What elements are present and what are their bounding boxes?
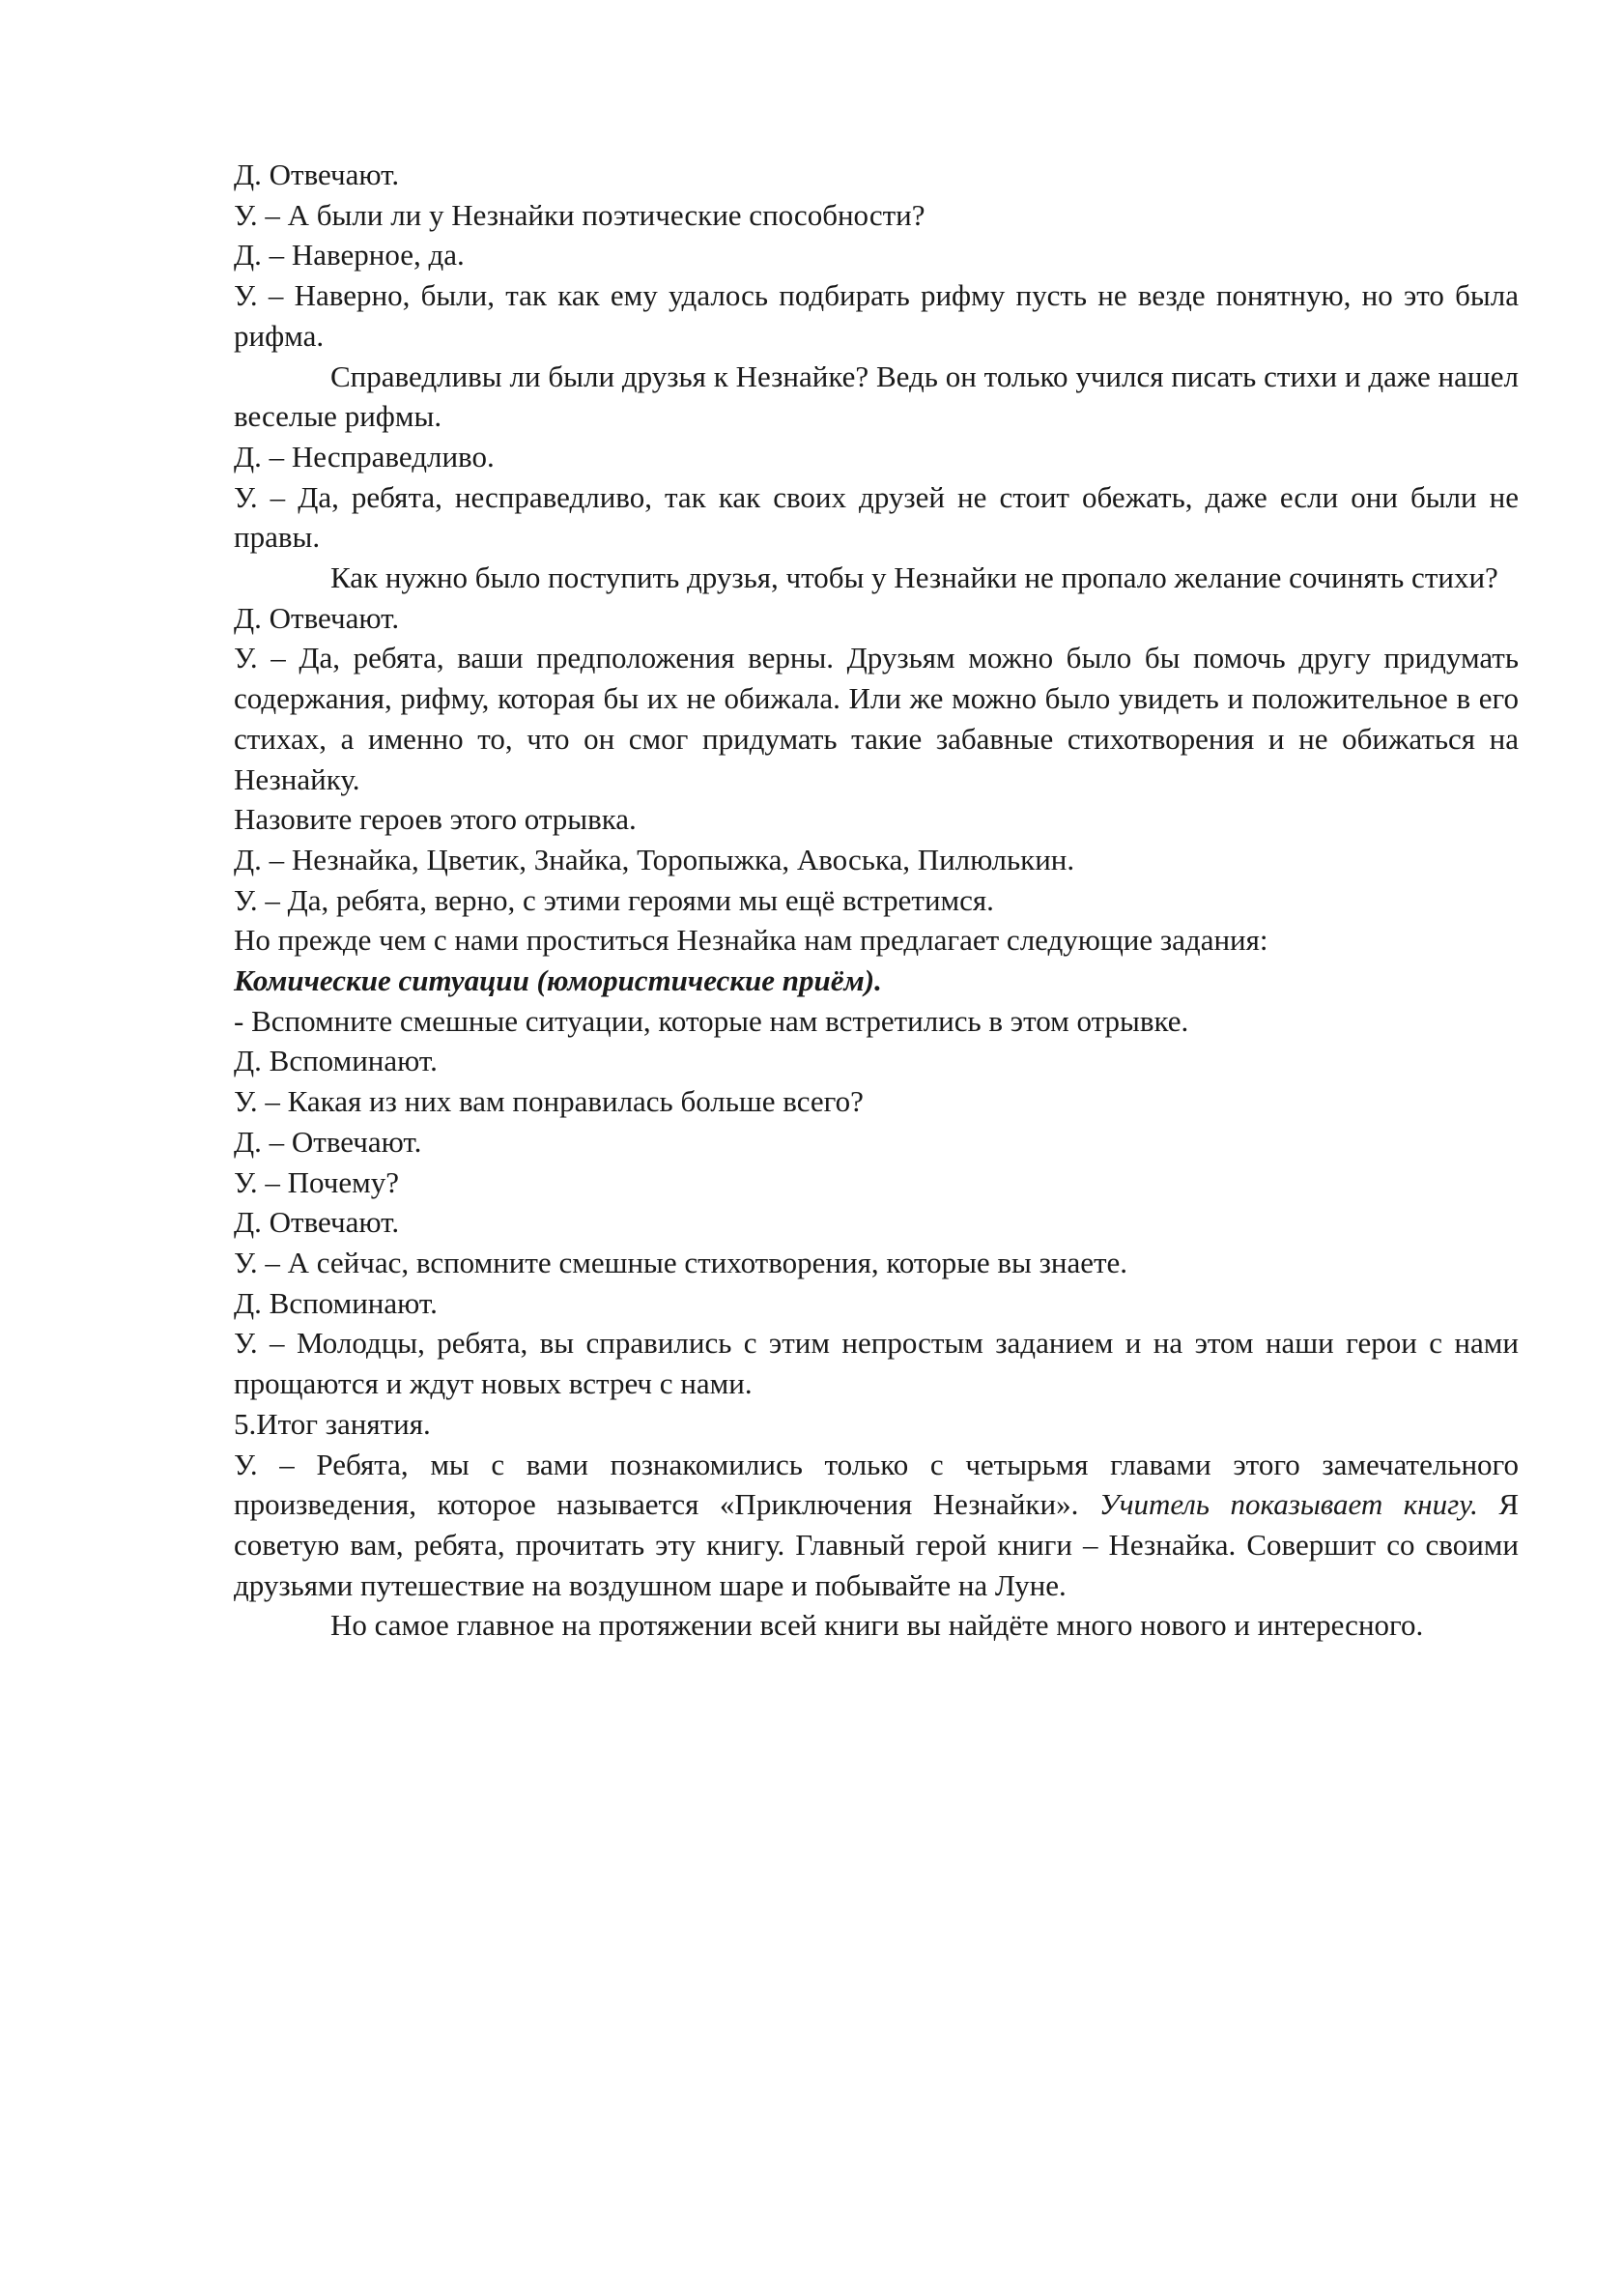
paragraph: Д. Вспоминают. xyxy=(234,1285,438,1320)
document-body xyxy=(234,155,1519,1646)
paragraph: У. – Наверно, были, так как ему удалось подбирать рифму пусть не везде понятную, но это была рифма. xyxy=(234,278,1519,353)
paragraph: У. – А сейчас, вспомните смешные стихотворения, которые вы знаете. xyxy=(234,1245,1128,1279)
section-heading: Комические ситуации (юмористические приём). xyxy=(234,963,882,998)
paragraph: Д. – Отвечают. xyxy=(234,1124,422,1159)
section-heading: 5.Итог занятия. xyxy=(234,1406,431,1441)
paragraph-text: У. – Ребята, мы с вами познакомились только с четырьмя главами этого замечательного произведения, которое называется «Приключения Незнайки». xyxy=(234,1447,1519,1522)
paragraph: Д. Отвечают. xyxy=(234,1205,400,1240)
paragraph: Как нужно было поступить друзья, чтобы у Незнайки не пропало желание сочинять стихи? xyxy=(330,560,1498,595)
paragraph: Д. Отвечают. xyxy=(234,600,400,635)
paragraph: У. – А были ли у Незнайки поэтические способности? xyxy=(234,197,925,232)
paragraph: Д. – Наверное, да. xyxy=(234,238,465,273)
paragraph: У. – Да, ребята, верно, с этими героями мы ещё встретимся. xyxy=(234,882,994,917)
paragraph: У. – Какая из них вам понравилась больше всего? xyxy=(234,1084,864,1119)
paragraph: Д. Отвечают. xyxy=(234,158,400,191)
stage-direction: Учитель показывает книгу. xyxy=(1098,1487,1478,1522)
paragraph: У. – Почему? xyxy=(234,1164,399,1199)
paragraph: У. – Молодцы, ребята, вы справились с этим непростым заданием и на этом наши герои с нами прощаются и ждут новых встреч с нами. xyxy=(234,1326,1519,1401)
paragraph: Д. – Незнайка, Цветик, Знайка, Торопыжка, Авоська, Пилюлькин. xyxy=(234,842,1075,876)
paragraph: У. – Да, ребята, несправедливо, так как своих друзей не стоит обежать, даже если они были не правы. xyxy=(234,479,1519,555)
paragraph: У. – Да, ребята, ваши предположения верны. Друзьям можно было бы помочь другу придумать содержания, рифму, которая бы их не обижала. Или же можно было увидеть и положительное в его стихах, а именно то, что он смог придумать такие забавные стихотворения и не обижаться на Незнайку. xyxy=(234,641,1519,796)
paragraph: Но самое главное на протяжении всей книги вы найдёте много нового и интересного. xyxy=(330,1608,1424,1643)
paragraph: Но прежде чем с нами проститься Незнайка нам предлагает следующие задания: xyxy=(234,923,1268,958)
paragraph: Справедливы ли были друзья к Незнайке? Ведь он только учился писать стихи и даже нашел веселые рифмы. xyxy=(234,359,1519,434)
paragraph: Д. Вспоминают. xyxy=(234,1044,438,1078)
paragraph: Назовите героев этого отрывка. xyxy=(234,802,637,837)
paragraph: Д. – Несправедливо. xyxy=(234,439,495,474)
paragraph: - Вспомните смешные ситуации, которые нам встретились в этом отрывке. xyxy=(234,1003,1189,1038)
paragraph-text: Я советую вам, ребята, прочитать эту книгу. Главный герой книги – Незнайка. Совершит со своими друзьями путешествие на воздушном шаре и побывайте на Луне. xyxy=(234,1487,1520,1602)
paragraph xyxy=(234,1445,1519,1606)
